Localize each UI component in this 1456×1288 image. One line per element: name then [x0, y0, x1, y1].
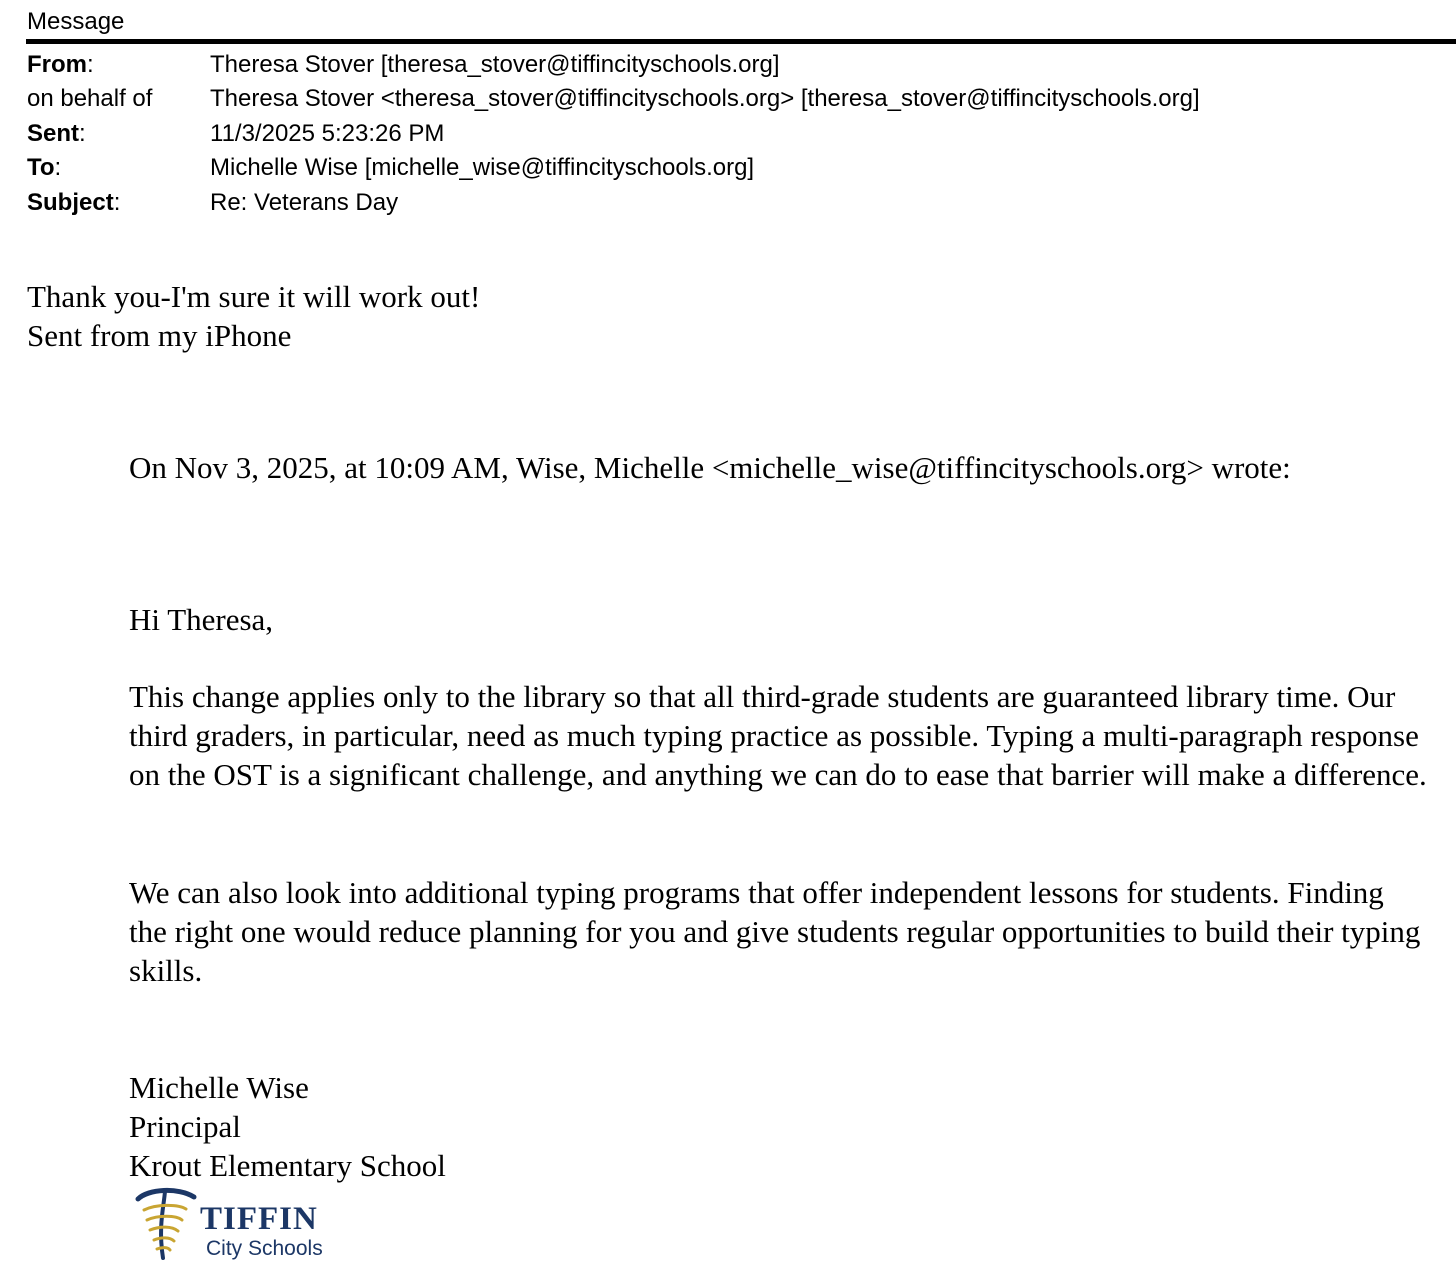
from-value: Theresa Stover [theresa_stover@tiffincityschools.org]: [210, 51, 780, 78]
logo-wordmark: TIFFIN: [200, 1201, 318, 1237]
sent-value: 11/3/2025 5:23:26 PM: [210, 120, 445, 147]
reply-line-2: Sent from my iPhone: [27, 318, 292, 353]
subject-label: Subject:: [27, 189, 121, 216]
to-label: To:: [27, 154, 62, 181]
on-behalf-of-value: Theresa Stover <theresa_stover@tiffincityschools.org> [theresa_stover@tiffincityschools.org]: [210, 85, 1200, 112]
subject-value: Re: Veterans Day: [210, 189, 399, 216]
on-behalf-of-label: on behalf of: [27, 85, 153, 112]
title-rule: [26, 39, 1456, 44]
quoted-paragraph-1: This change applies only to the library so that all third-grade students are guaranteed library time. Our third graders, in particular, need as much typing practice as possible. Typing a multi-paragraph response on the OST is a significant challenge, and anything we can do to ease that barrier will make a difference.: [129, 679, 1427, 792]
reply-line-1: Thank you-I'm sure it will work out!: [27, 279, 481, 314]
sent-label: Sent:: [27, 120, 86, 147]
signature-school: Krout Elementary School: [129, 1148, 446, 1183]
signature-title: Principal: [129, 1109, 241, 1144]
to-value: Michelle Wise [michelle_wise@tiffincityschools.org]: [210, 154, 755, 181]
logo-subtitle: City Schools: [206, 1237, 323, 1260]
quoted-paragraph-2: We can also look into additional typing programs that offer independent lessons for students. Finding the right one would reduce planning for you and give students regular opportunities to build their typing skills.: [129, 875, 1421, 988]
quoted-greeting: Hi Theresa,: [129, 602, 274, 637]
quoted-attribution: On Nov 3, 2025, at 10:09 AM, Wise, Michelle <michelle_wise@tiffincityschools.org> wrote:: [129, 450, 1291, 485]
from-label: From:: [27, 51, 94, 78]
signature-name: Michelle Wise: [129, 1070, 309, 1105]
message-title: Message: [27, 8, 125, 35]
